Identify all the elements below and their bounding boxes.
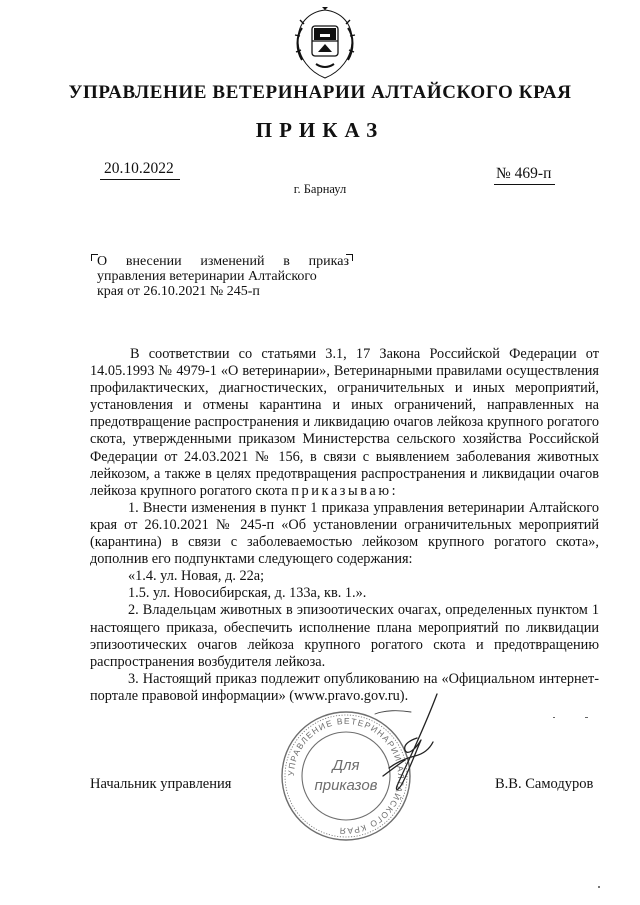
order-item-2: 2. Владельцам животных в эпизоотических очагах, определенных пунктом 1 настоящего приказа, обеспечить исполнение плана мероприятий по ликвидации эпизоотических очагов лейкоза крупного рогатого скота и предотвращению распространения возбудителя лейкоза. [90, 602, 599, 670]
order-item-3: 3. Настоящий приказ подлежит опубликованию на «Официальном интернет-портале правовой информации» (www.pravo.gov.ru). [90, 670, 599, 704]
scan-speck [598, 886, 600, 888]
subject-line: края от 26.10.2021 № 245-п [97, 284, 260, 299]
order-subitem: «1.4. ул. Новая, д. 22а; [128, 568, 265, 585]
order-date: 20.10.2022 [100, 160, 180, 180]
scan-speck [585, 717, 588, 718]
order-keyword: приказываю: [291, 482, 399, 499]
document-type-heading: ПРИКАЗ [255, 118, 385, 142]
order-item-1: 1. Внести изменения в пункт 1 приказа управления ветеринарии Алтайского края от 26.10.2021 № 245-п «Об установлении ограничительных мероприятий (карантина) в связи с заболеваемостью лейкозом крупного рогатого скота», дополнив его подпунктами следующего содержания: [90, 499, 599, 568]
scan-speck [553, 717, 555, 718]
stamp-ring-text: УПРАВЛЕНИЕ ВЕТЕРИНАРИИ АЛТАЙСКОГО КРАЯ [285, 715, 407, 837]
order-subject [97, 254, 349, 299]
subject-bracket-left [91, 254, 98, 261]
signatory-position: Начальник управления [90, 776, 232, 792]
preamble-text: В соответствии со статьями 3.1, 17 Закона Российской Федерации от 14.05.1993 № 4979-1 «О ветеринарии», Ветеринарными правилами осуществления профилактических, диагностических, ограничительных и иных мероприятий, установления и отмены карантина и иных ограничений, направленных на предотвращение распространения и ликвидацию очагов лейкоза крупного рогатого скота, утвержденными приказом Министерства сельского хозяйства Российской Федерации от 24.03.2021 № 156, в связи с выявлением заболевания животных лейкозом, а также в целях предотвращения распространения и ликвидации очагов лейкоза крупного рогатого скота [90, 346, 599, 499]
subject-bracket-right [346, 254, 353, 261]
subject-line: О внесении изменений в приказ [97, 254, 349, 269]
city-name: г. Барнаул [293, 182, 347, 196]
order-number: № 469-п [494, 165, 555, 185]
organization-title: УПРАВЛЕНИЕ ВЕТЕРИНАРИИ АЛТАЙСКОГО КРАЯ [68, 82, 572, 103]
order-body [90, 346, 599, 705]
preamble-paragraph [90, 346, 599, 500]
stamp-center-line: приказов [314, 777, 378, 794]
stamp-center-line: Для [332, 757, 360, 774]
order-subitem: 1.5. ул. Новосибирская, д. 133а, кв. 1.». [128, 585, 367, 602]
coat-of-arms-emblem [290, 6, 360, 82]
signatory-name: В.В. Самодуров [495, 776, 594, 792]
subject-line: управления ветеринарии Алтайского [97, 269, 317, 284]
handwritten-signature [345, 690, 455, 800]
